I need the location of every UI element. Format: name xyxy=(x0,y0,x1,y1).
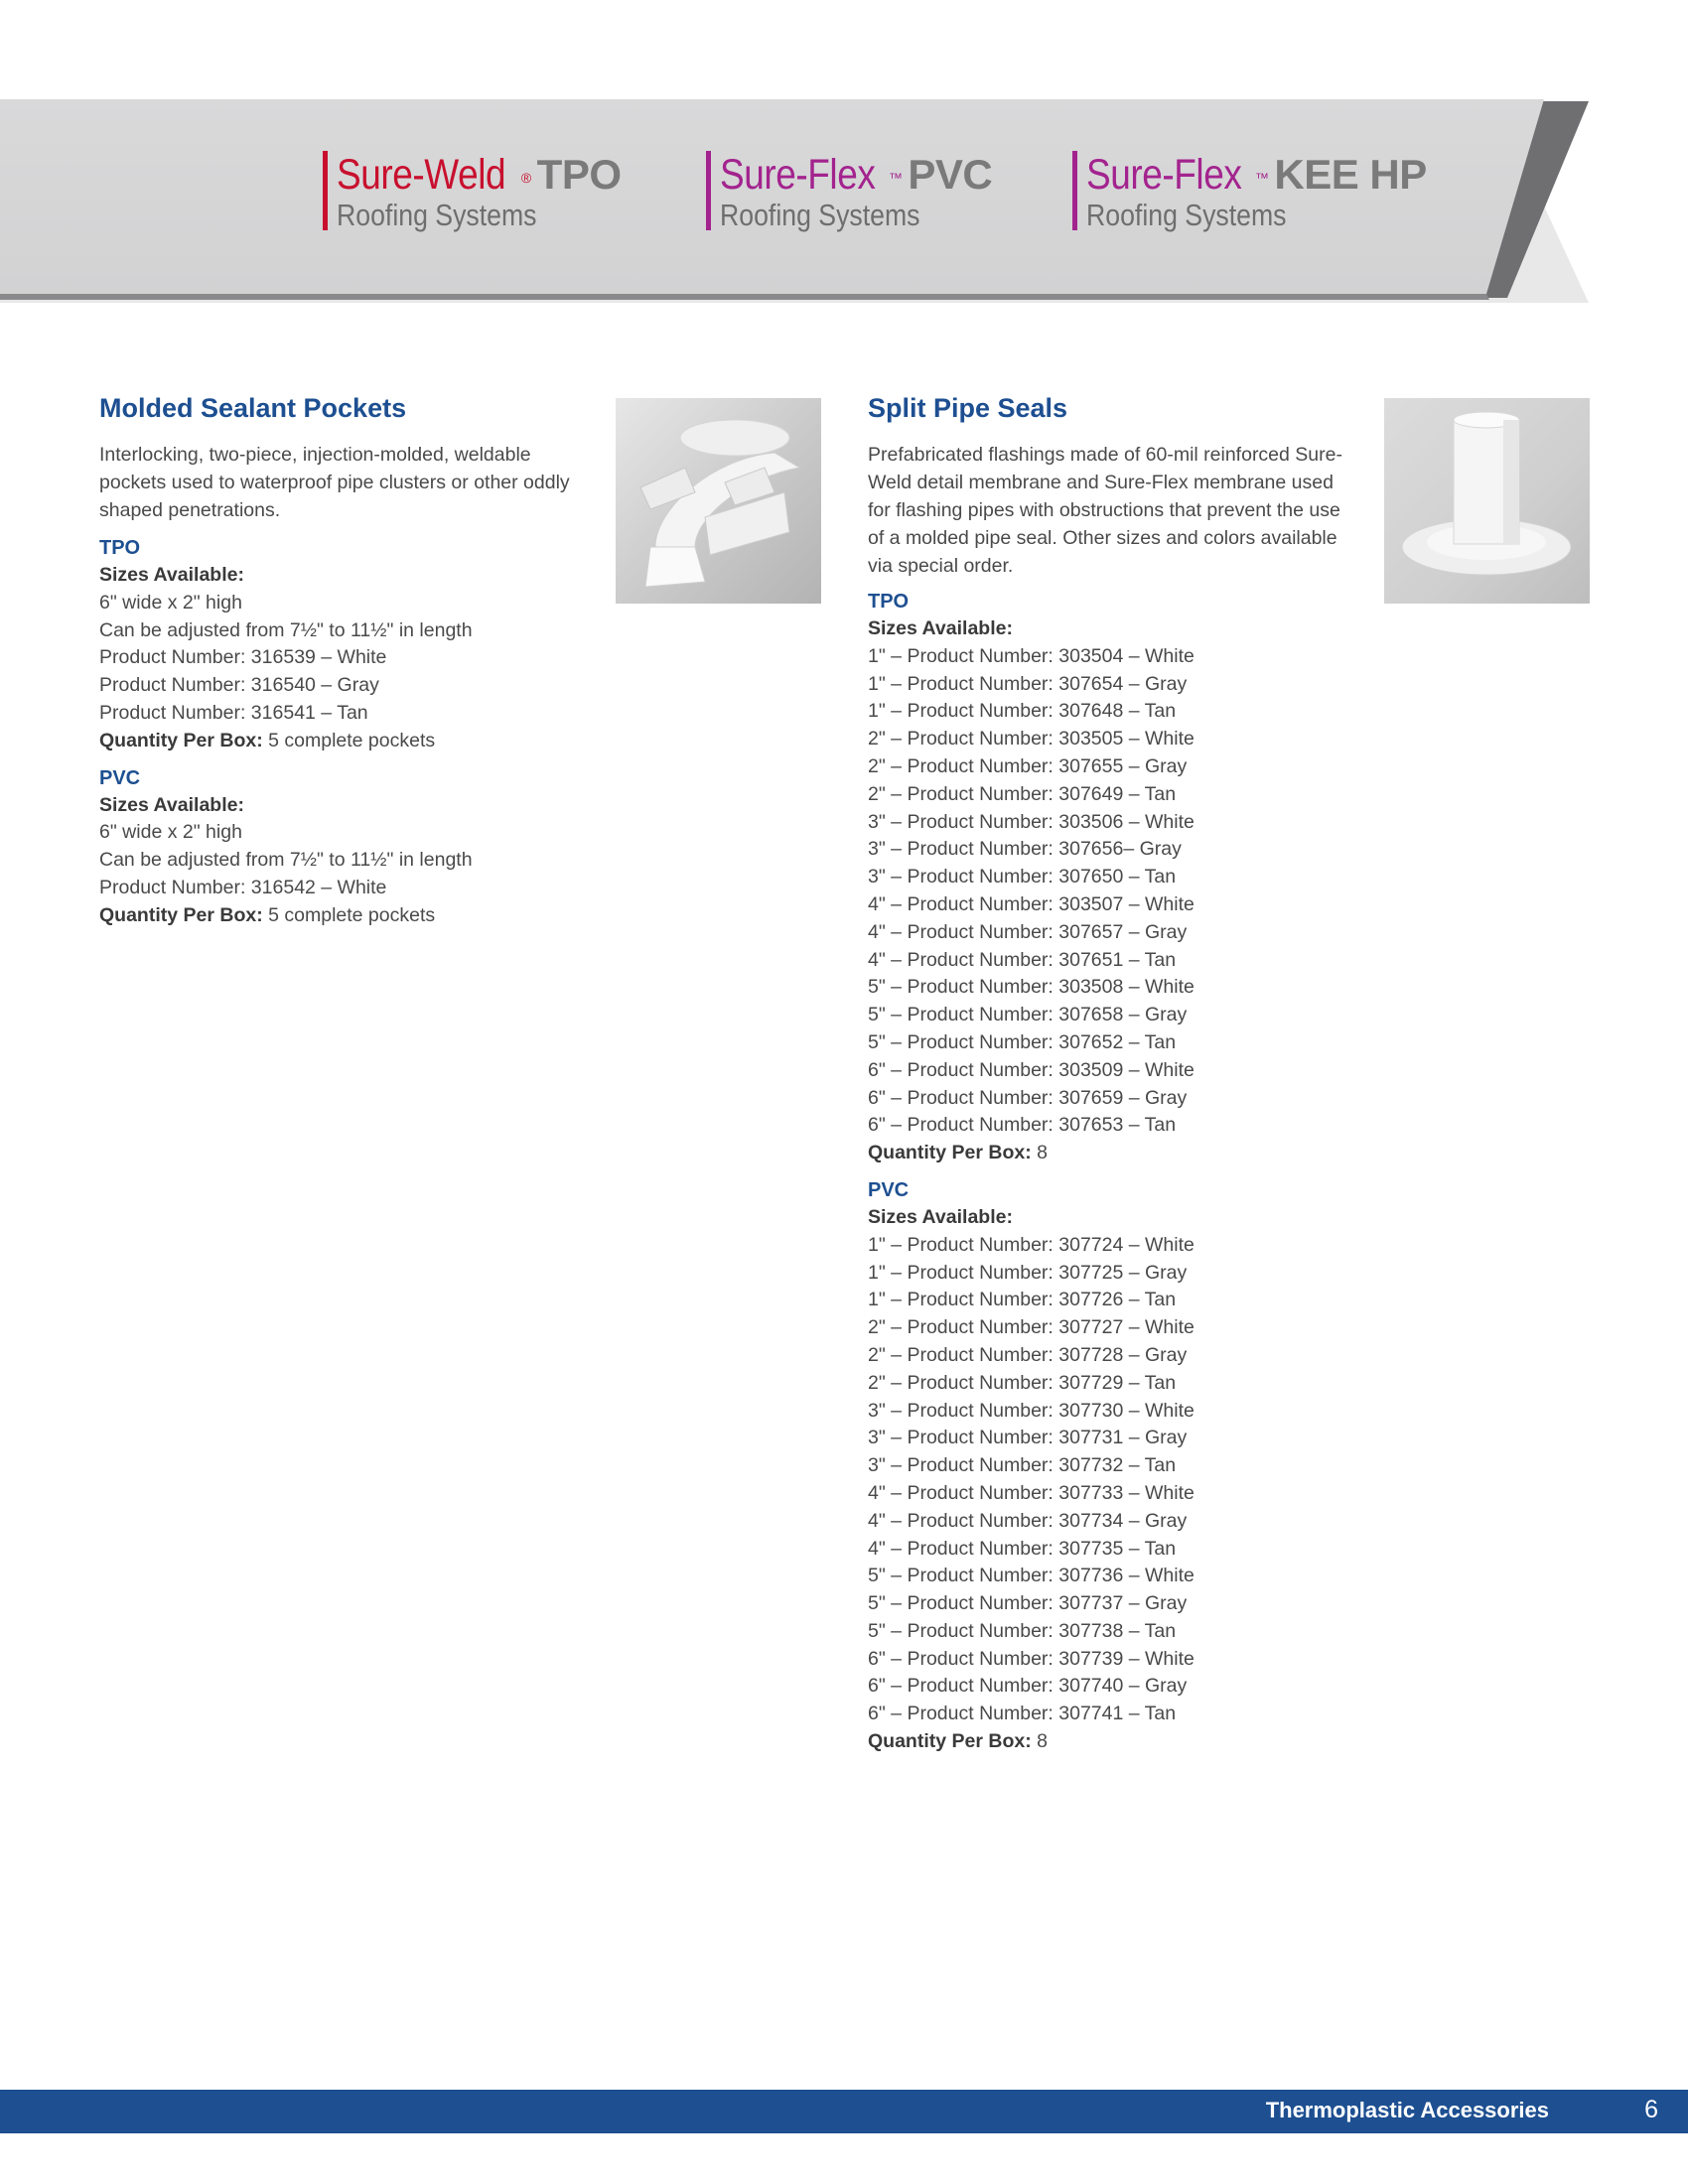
product-line: 5" – Product Number: 307738 – Tan xyxy=(868,1619,1177,1642)
spec-line: 6" wide x 2" high xyxy=(99,821,242,844)
quantity-value: 8 xyxy=(1037,1730,1048,1753)
product-line: 1" – Product Number: 307726 – Tan xyxy=(868,1289,1177,1311)
product-line: 1" – Product Number: 307724 – White xyxy=(868,1233,1195,1256)
product-line: 2" – Product Number: 307727 – White xyxy=(868,1316,1195,1339)
product-line: 3" – Product Number: 307656– Gray xyxy=(868,838,1182,861)
product-line: 4" – Product Number: 307734 – Gray xyxy=(868,1509,1188,1532)
product-line: 2" – Product Number: 307728 – Gray xyxy=(868,1343,1188,1366)
pvc-heading: PVC xyxy=(868,1178,910,1201)
spec-line: Product Number: 316542 – White xyxy=(99,876,387,898)
pipe-seal-illustration xyxy=(1384,398,1590,604)
product-line: 2" – Product Number: 307655 – Gray xyxy=(868,754,1188,777)
product-line: 3" – Product Number: 307650 – Tan xyxy=(868,866,1177,888)
sizes-label: Sizes Available: xyxy=(99,564,244,586)
product-line: 4" – Product Number: 303507 – White xyxy=(868,892,1195,915)
product-line: 6" – Product Number: 307739 – White xyxy=(868,1647,1195,1670)
product-line: 4" – Product Number: 307733 – White xyxy=(868,1481,1195,1504)
product-line: 1" – Product Number: 307648 – Tan xyxy=(868,700,1177,723)
product-line: 4" – Product Number: 307651 – Tan xyxy=(868,948,1177,971)
brand-sure-flex-kee-hp xyxy=(1072,151,1427,230)
product-line: 3" – Product Number: 303506 – White xyxy=(868,810,1195,833)
quantity-value: 5 complete pockets xyxy=(268,729,436,751)
tpo-heading: TPO xyxy=(868,591,910,613)
product-line: 1" – Product Number: 307725 – Gray xyxy=(868,1261,1188,1284)
brand-type: KEE HP xyxy=(1274,151,1427,198)
header-banner xyxy=(0,99,1599,303)
product-line: 4" – Product Number: 307657 – Gray xyxy=(868,920,1188,943)
product-line: 4" – Product Number: 307735 – Tan xyxy=(868,1537,1177,1560)
trademark: ™ xyxy=(888,170,903,186)
brand-subtitle: Roofing Systems xyxy=(720,198,920,232)
quantity-label: Quantity Per Box: xyxy=(868,1730,1032,1753)
section-title-molded-sealant-pockets: Molded Sealant Pockets xyxy=(99,393,407,423)
pvc-heading: PVC xyxy=(99,766,141,789)
sizes-label: Sizes Available: xyxy=(868,617,1013,639)
trademark: ™ xyxy=(1254,170,1269,186)
sizes-label: Sizes Available: xyxy=(868,1205,1013,1228)
quantity-label: Quantity Per Box: xyxy=(868,1142,1032,1164)
quantity-row xyxy=(99,728,473,755)
brand-subtitle: Roofing Systems xyxy=(337,198,537,232)
product-line: 1" – Product Number: 307654 – Gray xyxy=(868,672,1188,695)
spec-line: Can be adjusted from 7½" to 11½" in length xyxy=(99,849,473,872)
split-pipe-seals-description: Prefabricated flashings made of 60-mil reinforced Sure-Weld detail membrane and Sure-Flex membrane used for flashing pipes with obstructions that prevent the use of a molded pipe seal. Other sizes and colors available via special order. xyxy=(868,444,1342,577)
product-line: 1" – Product Number: 303504 – White xyxy=(868,644,1195,667)
quantity-label: Quantity Per Box: xyxy=(99,729,263,751)
product-line: 5" – Product Number: 307652 – Tan xyxy=(868,1030,1177,1053)
footer-section-title: Thermoplastic Accessories xyxy=(1265,2098,1549,2122)
product-line: 5" – Product Number: 307658 – Gray xyxy=(868,1004,1188,1026)
product-line: 6" – Product Number: 307653 – Tan xyxy=(868,1114,1177,1137)
brand-name: Sure-Flex xyxy=(1086,151,1242,199)
product-line: 5" – Product Number: 303508 – White xyxy=(868,976,1195,999)
brand-name: Sure-Weld xyxy=(337,151,506,199)
product-line: 2" – Product Number: 307649 – Tan xyxy=(868,782,1177,805)
quantity-label: Quantity Per Box: xyxy=(99,903,263,926)
sizes-label: Sizes Available: xyxy=(99,793,244,816)
quantity-row xyxy=(868,1140,1195,1167)
quantity-row xyxy=(868,1728,1195,1756)
product-line: 2" – Product Number: 307729 – Tan xyxy=(868,1371,1177,1394)
product-line: 6" – Product Number: 307740 – Gray xyxy=(868,1675,1188,1698)
split-pipe-seal-image xyxy=(1384,398,1590,604)
brand-type: TPO xyxy=(536,151,622,198)
brand-subtitle: Roofing Systems xyxy=(1086,198,1287,232)
brand-type: PVC xyxy=(908,151,993,198)
product-line: 3" – Product Number: 307731 – Gray xyxy=(868,1427,1188,1449)
product-line: 6" – Product Number: 303509 – White xyxy=(868,1058,1195,1081)
product-line: 2" – Product Number: 303505 – White xyxy=(868,728,1195,751)
product-line: 6" – Product Number: 307659 – Gray xyxy=(868,1086,1188,1109)
molded-sealant-pocket-image xyxy=(616,398,821,604)
quantity-value: 8 xyxy=(1037,1142,1048,1164)
brand-sure-flex-pvc xyxy=(706,151,992,230)
molded-sealant-specs xyxy=(99,534,473,930)
registered-mark: ® xyxy=(520,170,531,186)
brand-sure-weld-tpo xyxy=(323,151,622,230)
sealant-pocket-illustration xyxy=(616,398,821,604)
product-line: 3" – Product Number: 307732 – Tan xyxy=(868,1454,1177,1477)
brand-name: Sure-Flex xyxy=(720,151,876,199)
product-line: 6" – Product Number: 307741 – Tan xyxy=(868,1703,1177,1725)
split-pipe-seals-specs xyxy=(868,588,1195,1756)
product-line: 3" – Product Number: 307730 – White xyxy=(868,1399,1195,1422)
spec-line: Product Number: 316540 – Gray xyxy=(99,674,379,697)
footer-bar xyxy=(0,2090,1688,2133)
tpo-heading: TPO xyxy=(99,537,141,559)
section-title-split-pipe-seals: Split Pipe Seals xyxy=(868,393,1068,423)
quantity-value: 5 complete pockets xyxy=(268,903,436,926)
molded-sealant-description: Interlocking, two-piece, injection-molded, weldable pockets used to waterproof pipe clusters or other oddly shaped penetrations. xyxy=(99,444,570,521)
spec-line: Product Number: 316541 – Tan xyxy=(99,701,368,724)
product-line: 5" – Product Number: 307736 – White xyxy=(868,1565,1195,1587)
page-number: 6 xyxy=(1644,2096,1658,2123)
spec-line: Can be adjusted from 7½" to 11½" in length xyxy=(99,618,473,641)
product-line: 5" – Product Number: 307737 – Gray xyxy=(868,1592,1188,1615)
quantity-row xyxy=(99,902,473,930)
spec-line: 6" wide x 2" high xyxy=(99,591,242,614)
spec-line: Product Number: 316539 – White xyxy=(99,646,387,669)
